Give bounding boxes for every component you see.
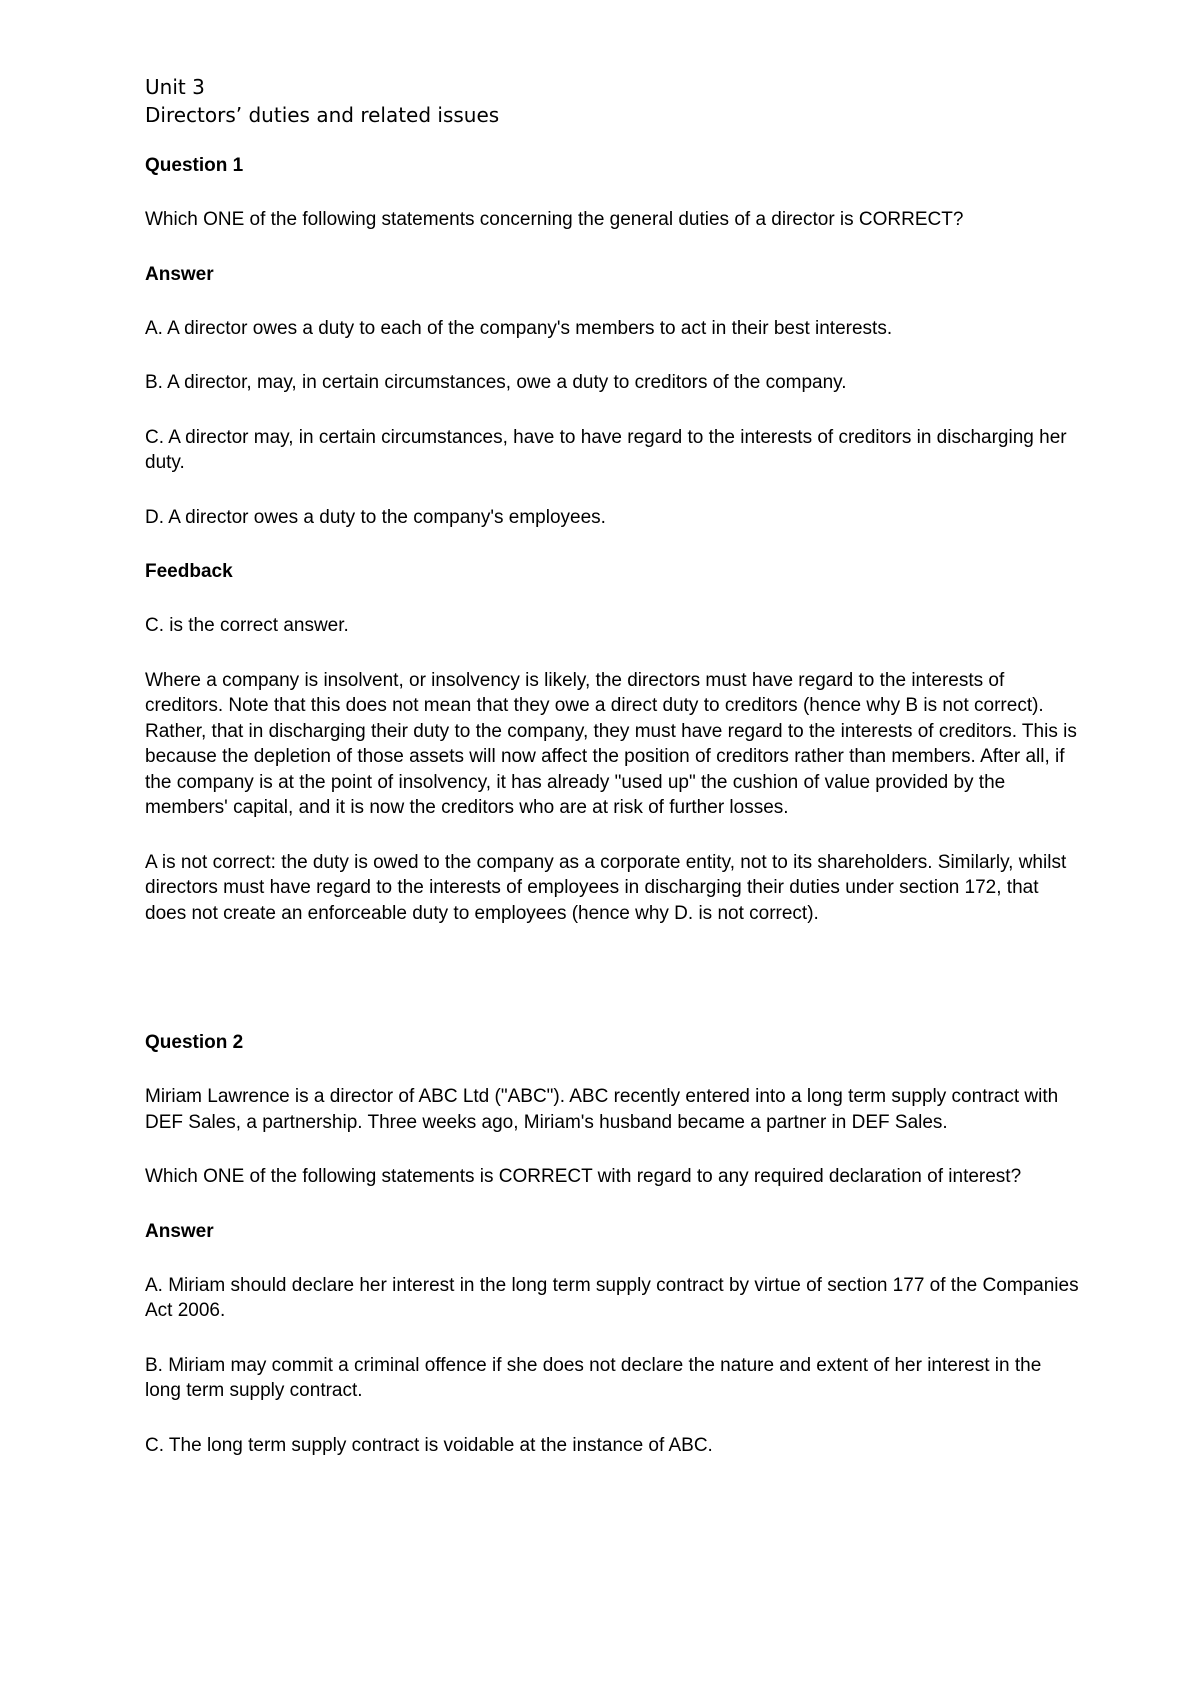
section-spacer: [145, 955, 1080, 1030]
document-page: [145, 73, 1080, 1487]
question-1-feedback-other: A is not correct: the duty is owed to the company as a corporate entity, not to its shareholders. Similarly, whilst directors must have regard to the interests of employees in discharging their duties under section 172, that does not create an enforceable duty to employees (hence why D. is not correct).: [145, 851, 1067, 924]
question-1-feedback-answer: C. is the correct answer.: [145, 615, 349, 636]
unit-label: Unit 3: [145, 75, 205, 99]
question-2-option-a: A. Miriam should declare her interest in the long term supply contract by virtue of section 177 of the Companies Act 2006.: [145, 1274, 1079, 1321]
question-2: [145, 1030, 1080, 1458]
question-2-option-c: C. The long term supply contract is voidable at the instance of ABC.: [145, 1434, 713, 1456]
question-1-option-a: A. A director owes a duty to each of the company's members to act in their best interests.: [145, 317, 893, 339]
question-1-option-b: B. A director, may, in certain circumstances, owe a duty to creditors of the company.: [145, 372, 847, 393]
question-2-option-b: B. Miriam may commit a criminal offence if she does not declare the nature and extent of her interest in the long term supply contract.: [145, 1354, 1042, 1401]
question-2-heading: Question 2: [145, 1032, 244, 1053]
question-2-prompt: Which ONE of the following statements is CORRECT with regard to any required declaration of interest?: [145, 1166, 1022, 1187]
question-1-feedback-heading: Feedback: [145, 561, 233, 582]
question-1-prompt: Which ONE of the following statements concerning the general duties of a director is CORRECT?: [145, 209, 964, 230]
question-1: [145, 153, 1080, 926]
question-1-option-d: D. A director owes a duty to the company's employees.: [145, 506, 606, 528]
question-1-option-c: C. A director may, in certain circumstances, have to have regard to the interests of creditors in discharging her duty.: [145, 426, 1067, 473]
document-title: Directors’ duties and related issues: [145, 103, 500, 127]
question-1-feedback-explanation: Where a company is insolvent, or insolvency is likely, the directors must have regard to the interests of creditors. Note that this does not mean that they owe a direct duty to creditors (hence why B is not correct). Rather, that in discharging their duty to the company, they must have regard to the interests of creditors. This is because the depletion of those assets will now affect the position of creditors rather than members. After all, if the company is at the point of insolvency, it has already "used up" the cushion of value provided by the members' capital, and it is now the creditors who are at risk of further losses.: [145, 669, 1077, 818]
question-2-scenario: Miriam Lawrence is a director of ABC Ltd ("ABC"). ABC recently entered into a long term supply contract with DEF Sales, a partnership. Three weeks ago, Miriam's husband became a partner in DEF Sales.: [145, 1086, 1059, 1133]
question-2-answer-heading: Answer: [145, 1220, 214, 1242]
question-1-heading: Question 1: [145, 155, 244, 176]
question-1-answer-heading: Answer: [145, 263, 214, 285]
